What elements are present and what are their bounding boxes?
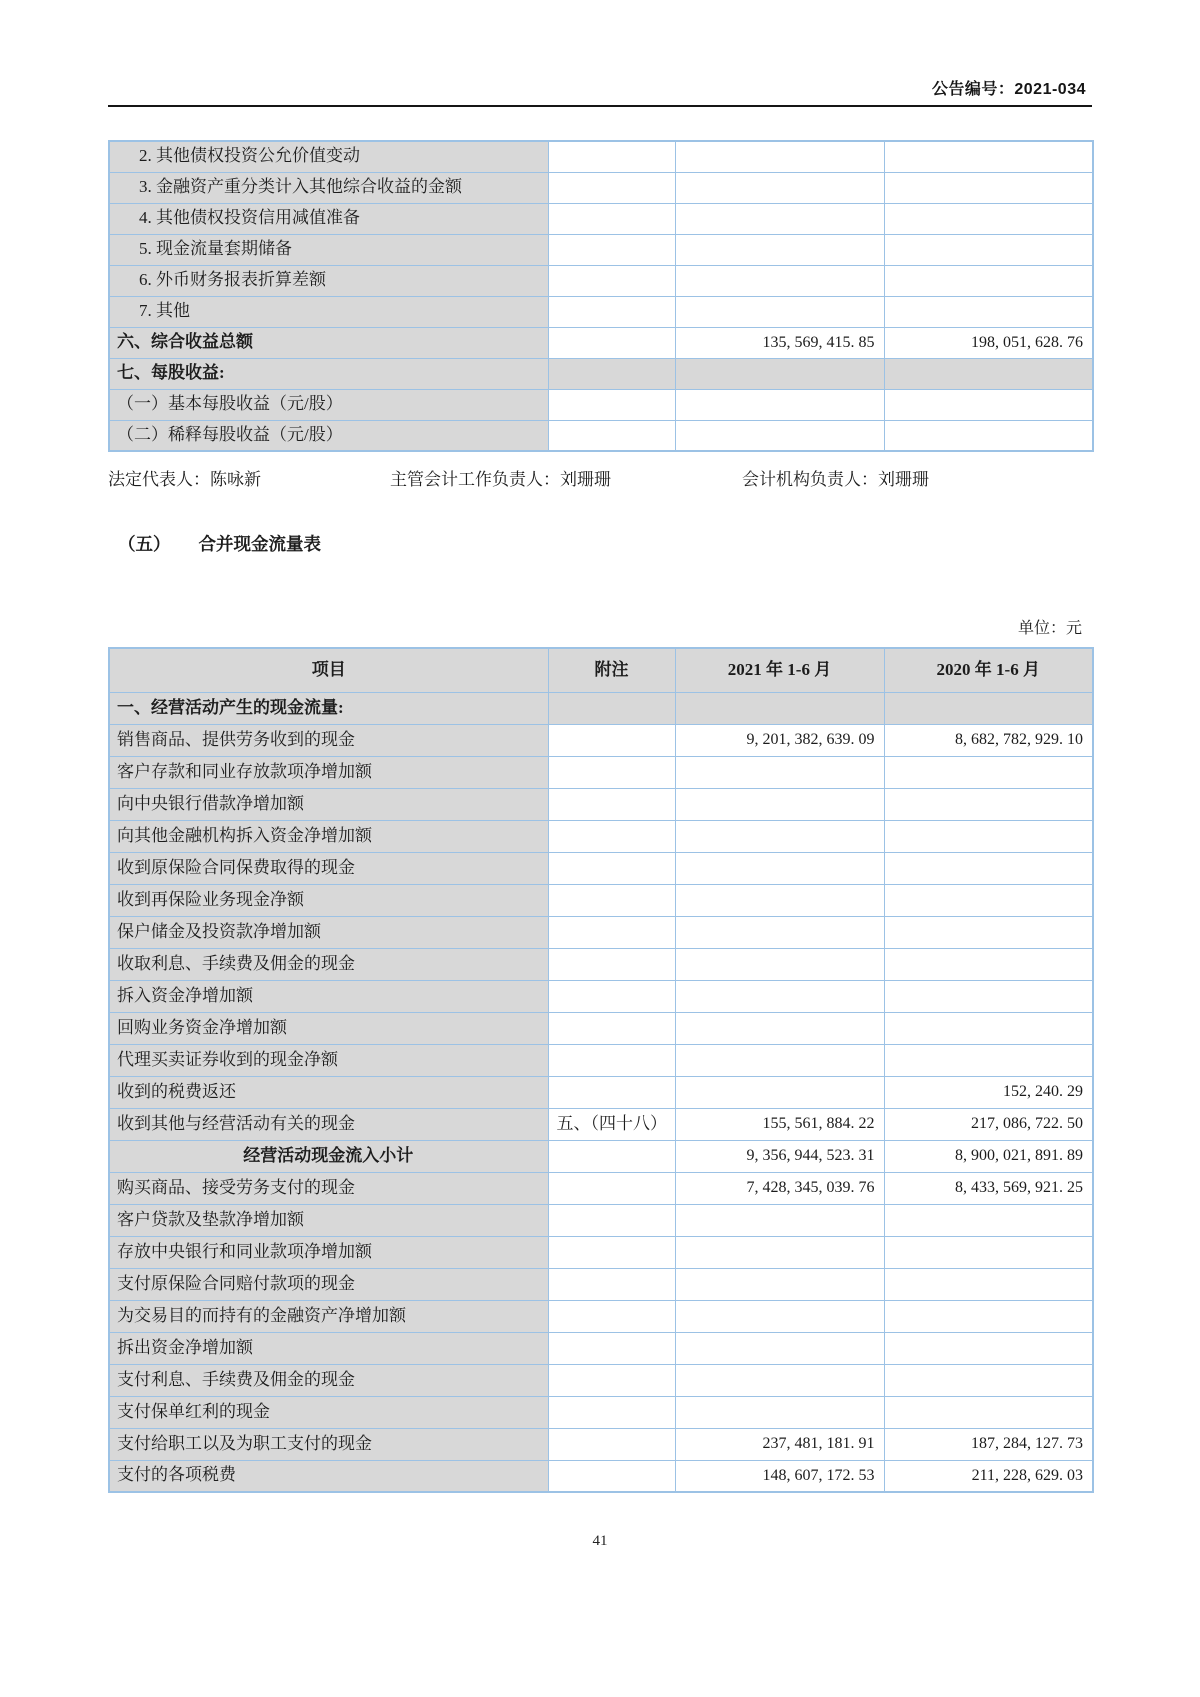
row-value-2020 bbox=[884, 980, 1093, 1012]
row-value-2021: 9, 356, 944, 523. 31 bbox=[675, 1140, 884, 1172]
row-value-2021 bbox=[675, 692, 884, 724]
row-label: 7. 其他 bbox=[109, 296, 548, 327]
table-row bbox=[109, 1268, 1093, 1300]
doc-number: 公告编号：2021-034 bbox=[931, 81, 1086, 98]
row-value-2020 bbox=[884, 884, 1093, 916]
row-label: 2. 其他债权投资公允价值变动 bbox=[109, 141, 548, 172]
table-row bbox=[109, 1332, 1093, 1364]
row-value-2020: 8, 433, 569, 921. 25 bbox=[884, 1172, 1093, 1204]
row-value-2021 bbox=[675, 1268, 884, 1300]
table-row bbox=[109, 980, 1093, 1012]
table-row bbox=[109, 1172, 1093, 1204]
row-value-2021: 9, 201, 382, 639. 09 bbox=[675, 724, 884, 756]
row-note bbox=[548, 820, 675, 852]
row-value-2021: 237, 481, 181. 91 bbox=[675, 1428, 884, 1460]
row-value-2020 bbox=[884, 788, 1093, 820]
row-label: 经营活动现金流入小计 bbox=[109, 1140, 548, 1172]
row-value-2021 bbox=[675, 172, 884, 203]
accounting-dept-head: 会计机构负责人：刘珊珊 bbox=[742, 470, 929, 489]
row-value-2021 bbox=[675, 203, 884, 234]
row-value-2021 bbox=[675, 1076, 884, 1108]
page-number: 41 bbox=[592, 1533, 608, 1549]
row-value-2021 bbox=[675, 948, 884, 980]
table-row bbox=[109, 1460, 1093, 1492]
row-note bbox=[548, 916, 675, 948]
row-value-2020 bbox=[884, 1044, 1093, 1076]
row-label: 收到再保险业务现金净额 bbox=[109, 884, 548, 916]
row-note bbox=[548, 265, 675, 296]
row-label: 六、综合收益总额 bbox=[109, 327, 548, 358]
row-value-2021 bbox=[675, 1012, 884, 1044]
row-value-2021 bbox=[675, 1204, 884, 1236]
row-value-2021 bbox=[675, 980, 884, 1012]
row-value-2020: 8, 900, 021, 891. 89 bbox=[884, 1140, 1093, 1172]
row-value-2020 bbox=[884, 820, 1093, 852]
row-value-2020 bbox=[884, 265, 1093, 296]
table-row bbox=[109, 1428, 1093, 1460]
section-title bbox=[108, 531, 1092, 553]
row-note bbox=[548, 141, 675, 172]
row-value-2020 bbox=[884, 756, 1093, 788]
unit-note: 单位：元 bbox=[1017, 620, 1082, 637]
row-label: 收到的税费返还 bbox=[109, 1076, 548, 1108]
row-note bbox=[548, 389, 675, 420]
row-label: 3. 金融资产重分类计入其他综合收益的金额 bbox=[109, 172, 548, 203]
section-number: （五） bbox=[118, 534, 171, 554]
table-row bbox=[109, 1044, 1093, 1076]
row-value-2020 bbox=[884, 916, 1093, 948]
row-value-2021: 7, 428, 345, 039. 76 bbox=[675, 1172, 884, 1204]
row-value-2021: 135, 569, 415. 85 bbox=[675, 327, 884, 358]
row-note bbox=[548, 203, 675, 234]
row-value-2020 bbox=[884, 296, 1093, 327]
col-header-item: 项目 bbox=[109, 648, 548, 692]
row-label: 为交易目的而持有的金融资产净增加额 bbox=[109, 1300, 548, 1332]
row-value-2020 bbox=[884, 420, 1093, 451]
row-value-2020 bbox=[884, 1396, 1093, 1428]
cash-flow-table bbox=[108, 647, 1094, 1493]
header-rule bbox=[108, 105, 1092, 107]
row-value-2020: 152, 240. 29 bbox=[884, 1076, 1093, 1108]
row-value-2021 bbox=[675, 756, 884, 788]
legal-representative: 法定代表人：陈咏新 bbox=[108, 470, 261, 489]
table-row bbox=[109, 141, 1093, 172]
row-value-2021 bbox=[675, 1332, 884, 1364]
row-label: 拆入资金净增加额 bbox=[109, 980, 548, 1012]
row-label: 存放中央银行和同业款项净增加额 bbox=[109, 1236, 548, 1268]
col-header-2021: 2021 年 1-6 月 bbox=[675, 648, 884, 692]
row-note bbox=[548, 1236, 675, 1268]
table-row bbox=[109, 1364, 1093, 1396]
row-value-2020 bbox=[884, 389, 1093, 420]
row-note bbox=[548, 1332, 675, 1364]
row-value-2020: 211, 228, 629. 03 bbox=[884, 1460, 1093, 1492]
row-value-2020 bbox=[884, 948, 1093, 980]
row-value-2020 bbox=[884, 234, 1093, 265]
table-row bbox=[109, 234, 1093, 265]
table-row bbox=[109, 265, 1093, 296]
row-label: 一、经营活动产生的现金流量: bbox=[109, 692, 548, 724]
row-label: 4. 其他债权投资信用减值准备 bbox=[109, 203, 548, 234]
table-row bbox=[109, 1012, 1093, 1044]
table-row bbox=[109, 788, 1093, 820]
row-note bbox=[548, 852, 675, 884]
row-note bbox=[548, 1268, 675, 1300]
row-value-2021 bbox=[675, 852, 884, 884]
row-label: 客户存款和同业存放款项净增加额 bbox=[109, 756, 548, 788]
row-value-2021 bbox=[675, 1236, 884, 1268]
table-row bbox=[109, 852, 1093, 884]
row-label: （二）稀释每股收益（元/股） bbox=[109, 420, 548, 451]
row-note bbox=[548, 948, 675, 980]
row-value-2021: 148, 607, 172. 53 bbox=[675, 1460, 884, 1492]
row-value-2020 bbox=[884, 1236, 1093, 1268]
row-note bbox=[548, 1172, 675, 1204]
row-value-2020 bbox=[884, 172, 1093, 203]
row-note bbox=[548, 1012, 675, 1044]
row-note bbox=[548, 172, 675, 203]
signature-line bbox=[108, 465, 1092, 487]
row-value-2021 bbox=[675, 358, 884, 389]
row-value-2021 bbox=[675, 1044, 884, 1076]
row-label: 支付原保险合同赔付款项的现金 bbox=[109, 1268, 548, 1300]
row-note bbox=[548, 692, 675, 724]
row-value-2021 bbox=[675, 1396, 884, 1428]
row-value-2020: 198, 051, 628. 76 bbox=[884, 327, 1093, 358]
row-label: 客户贷款及垫款净增加额 bbox=[109, 1204, 548, 1236]
row-label: 代理买卖证券收到的现金净额 bbox=[109, 1044, 548, 1076]
row-label: 向其他金融机构拆入资金净增加额 bbox=[109, 820, 548, 852]
table-row bbox=[109, 1140, 1093, 1172]
row-note bbox=[548, 756, 675, 788]
row-label: 回购业务资金净增加额 bbox=[109, 1012, 548, 1044]
table-row bbox=[109, 820, 1093, 852]
row-label: 拆出资金净增加额 bbox=[109, 1332, 548, 1364]
row-note bbox=[548, 1396, 675, 1428]
row-value-2021 bbox=[675, 1364, 884, 1396]
row-label: （一）基本每股收益（元/股） bbox=[109, 389, 548, 420]
row-value-2020 bbox=[884, 1364, 1093, 1396]
row-note bbox=[548, 1364, 675, 1396]
row-note bbox=[548, 358, 675, 389]
row-value-2021 bbox=[675, 141, 884, 172]
row-label: 七、每股收益: bbox=[109, 358, 548, 389]
row-label: 保户储金及投资款净增加额 bbox=[109, 916, 548, 948]
row-label: 收取利息、手续费及佣金的现金 bbox=[109, 948, 548, 980]
row-value-2020 bbox=[884, 692, 1093, 724]
row-value-2021 bbox=[675, 420, 884, 451]
row-value-2021 bbox=[675, 296, 884, 327]
row-value-2020 bbox=[884, 1012, 1093, 1044]
row-note bbox=[548, 327, 675, 358]
table-row bbox=[109, 296, 1093, 327]
table-row bbox=[109, 724, 1093, 756]
table-row bbox=[109, 948, 1093, 980]
table-row bbox=[109, 1108, 1093, 1140]
row-value-2021: 155, 561, 884. 22 bbox=[675, 1108, 884, 1140]
row-value-2021 bbox=[675, 1300, 884, 1332]
row-note bbox=[548, 788, 675, 820]
col-header-2020: 2020 年 1-6 月 bbox=[884, 648, 1093, 692]
row-label: 销售商品、提供劳务收到的现金 bbox=[109, 724, 548, 756]
row-note bbox=[548, 1044, 675, 1076]
row-note: 五、（四十八） bbox=[548, 1108, 675, 1140]
row-value-2020 bbox=[884, 852, 1093, 884]
row-value-2021 bbox=[675, 234, 884, 265]
table-row bbox=[109, 358, 1093, 389]
row-value-2021 bbox=[675, 788, 884, 820]
chief-accountant: 主管会计工作负责人：刘珊珊 bbox=[390, 470, 611, 489]
row-note bbox=[548, 1460, 675, 1492]
row-label: 5. 现金流量套期储备 bbox=[109, 234, 548, 265]
row-label: 购买商品、接受劳务支付的现金 bbox=[109, 1172, 548, 1204]
table-row bbox=[109, 916, 1093, 948]
row-label: 支付保单红利的现金 bbox=[109, 1396, 548, 1428]
row-value-2021 bbox=[675, 265, 884, 296]
row-note bbox=[548, 724, 675, 756]
row-label: 6. 外币财务报表折算差额 bbox=[109, 265, 548, 296]
row-value-2020: 217, 086, 722. 50 bbox=[884, 1108, 1093, 1140]
row-value-2020 bbox=[884, 1204, 1093, 1236]
table-row bbox=[109, 1204, 1093, 1236]
row-value-2020 bbox=[884, 141, 1093, 172]
row-value-2020 bbox=[884, 1332, 1093, 1364]
row-label: 收到原保险合同保费取得的现金 bbox=[109, 852, 548, 884]
comprehensive-income-table bbox=[108, 140, 1094, 452]
row-note bbox=[548, 1300, 675, 1332]
table-row bbox=[109, 420, 1093, 451]
row-value-2021 bbox=[675, 916, 884, 948]
row-note bbox=[548, 1428, 675, 1460]
row-note bbox=[548, 296, 675, 327]
row-note bbox=[548, 1204, 675, 1236]
row-note bbox=[548, 234, 675, 265]
table-row bbox=[109, 203, 1093, 234]
row-note bbox=[548, 1140, 675, 1172]
row-label: 收到其他与经营活动有关的现金 bbox=[109, 1108, 548, 1140]
row-value-2021 bbox=[675, 884, 884, 916]
col-header-note: 附注 bbox=[548, 648, 675, 692]
row-value-2021 bbox=[675, 820, 884, 852]
row-value-2020 bbox=[884, 1268, 1093, 1300]
row-note bbox=[548, 420, 675, 451]
row-value-2020: 8, 682, 782, 929. 10 bbox=[884, 724, 1093, 756]
table-row bbox=[109, 327, 1093, 358]
table-row bbox=[109, 692, 1093, 724]
section-title-text: 合并现金流量表 bbox=[198, 534, 321, 554]
table-row bbox=[109, 756, 1093, 788]
table-row bbox=[109, 884, 1093, 916]
row-label: 支付给职工以及为职工支付的现金 bbox=[109, 1428, 548, 1460]
row-value-2020 bbox=[884, 358, 1093, 389]
table-header-row bbox=[109, 648, 1093, 692]
table-row bbox=[109, 1396, 1093, 1428]
row-note bbox=[548, 980, 675, 1012]
table-row bbox=[109, 1236, 1093, 1268]
table-row bbox=[109, 1076, 1093, 1108]
row-value-2020 bbox=[884, 203, 1093, 234]
row-value-2020: 187, 284, 127. 73 bbox=[884, 1428, 1093, 1460]
row-note bbox=[548, 1076, 675, 1108]
row-value-2021 bbox=[675, 389, 884, 420]
row-label: 向中央银行借款净增加额 bbox=[109, 788, 548, 820]
row-label: 支付利息、手续费及佣金的现金 bbox=[109, 1364, 548, 1396]
table-row bbox=[109, 1300, 1093, 1332]
row-value-2020 bbox=[884, 1300, 1093, 1332]
table-row bbox=[109, 172, 1093, 203]
table-row bbox=[109, 389, 1093, 420]
row-label: 支付的各项税费 bbox=[109, 1460, 548, 1492]
row-note bbox=[548, 884, 675, 916]
